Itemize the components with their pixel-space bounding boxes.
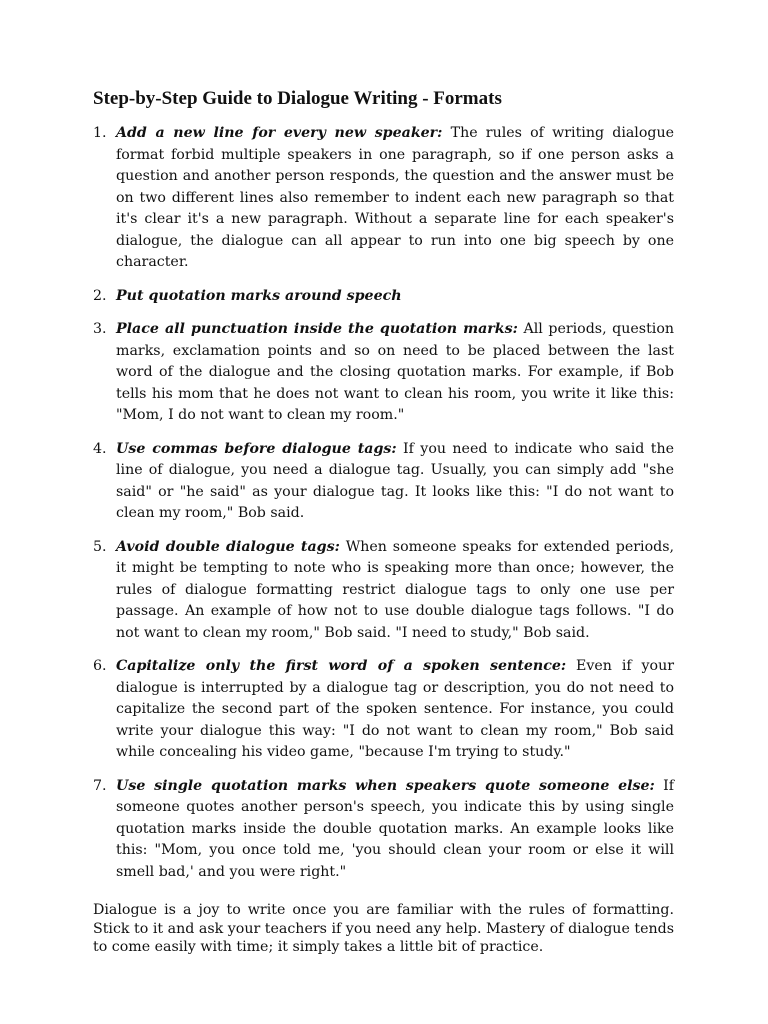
closing-paragraph: Dialogue is a joy to write once you are familiar with the rules of formatting. Stick to it and ask your teachers if you need any help. Mastery of dialogue tends to come easily with time; it simply takes a little bit of practice.: [93, 902, 674, 955]
item-heading: Add a new line for every new speaker:: [116, 125, 443, 141]
document-title: Step-by-Step Guide to Dialogue Writing - Formats: [93, 88, 502, 109]
item-heading: Avoid double dialogue tags:: [116, 538, 340, 555]
item-number: 3.: [93, 321, 107, 337]
item-number: 4.: [93, 440, 107, 457]
list-item: [93, 439, 674, 525]
item-number: 1.: [93, 125, 107, 141]
item-heading: Capitalize only the first word of a spoken sentence:: [116, 658, 567, 674]
item-text: All periods, question marks, exclamation points and so on need to be placed between the last word of the dialogue and the closing quotation marks. For example, if Bob tells his mom that he does not want to clean his room, you write it like this: "Mom, I do not want to clean my room.": [116, 321, 674, 423]
item-text: The rules of writing dialogue format forbid multiple speakers in one paragraph, so if one person asks a question and another person responds, the question and the answer must be on two different lines also remember to indent each new paragraph so that it's clear it's a new paragraph. Without a separate line for each speaker's dialogue, the dialogue can all appear to run into one big speech by one character.: [116, 125, 675, 270]
item-number: 7.: [93, 777, 107, 794]
item-number: 6.: [93, 658, 107, 674]
item-text: Even if your dialogue is interrupted by a dialogue tag or description, you do not need to capitalize the second part of the spoken sentence. For instance, you could write your dialogue this way: "I do not want to clean my room," Bob said while concealing his video game, "because I'm trying to study.": [116, 658, 674, 760]
item-heading: Put quotation marks around speech: [116, 287, 402, 304]
item-heading: Use commas before dialogue tags:: [116, 440, 397, 457]
item-text: If you need to indicate who said the line of dialogue, you need a dialogue tag. Usually, you can simply add "she said" or "he said" as your dialogue tag. It looks like this: "I do not want to clean my room," Bob said.: [116, 440, 674, 521]
rules-list: [93, 123, 674, 883]
item-text: If someone quotes another person's speech, you indicate this by using single quotation marks inside the double quotation marks. An example looks like this: "Mom, you once told me, 'you should clean your room or else it will smell bad,' and you were right.": [116, 777, 674, 880]
item-number: 2.: [93, 287, 107, 304]
item-text: When someone speaks for extended periods, it might be tempting to note who is speaking more than once; however, the rules of dialogue formatting restrict dialogue tags to only one use per passage. An example of how not to use double dialogue tags follows. "I do not want to clean my room," Bob said. "I need to study," Bob said.: [116, 538, 675, 641]
list-item: [93, 537, 674, 645]
list-item: [93, 286, 674, 308]
list-item: [93, 123, 674, 274]
list-item: [93, 776, 674, 884]
item-heading: Place all punctuation inside the quotation marks:: [116, 321, 518, 337]
item-number: 5.: [93, 538, 107, 555]
list-item: [93, 656, 674, 764]
item-heading: Use single quotation marks when speakers quote someone else:: [116, 777, 655, 794]
list-item: [93, 319, 674, 427]
